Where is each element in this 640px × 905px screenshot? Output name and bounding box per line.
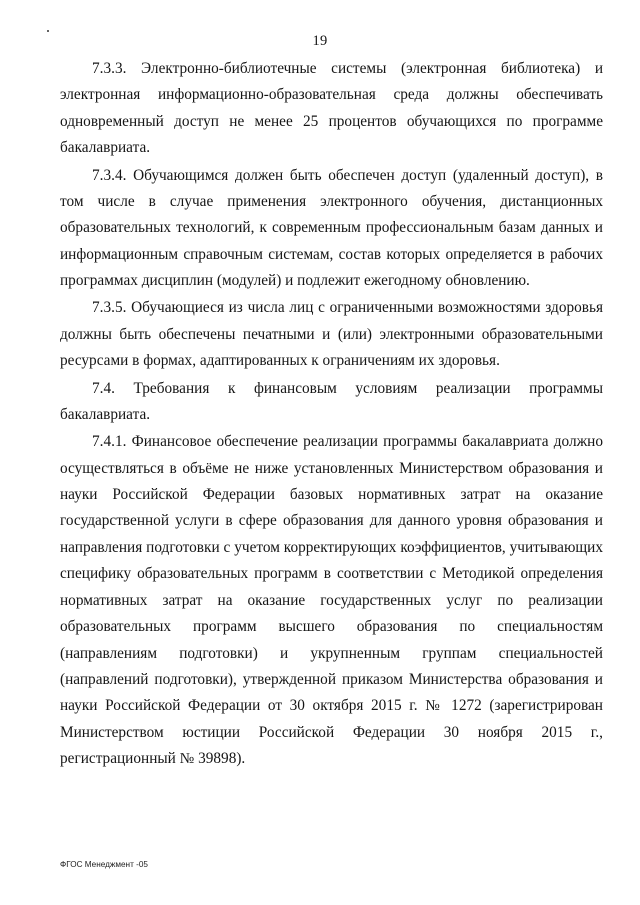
- scan-speck: [47, 30, 49, 32]
- paragraph-7-4: 7.4. Требования к финансовым условиям реализации программы бакалавриата.: [60, 379, 603, 423]
- paragraph-7-4-1: 7.4.1. Финансовое обеспечение реализации программы бакалавриата должно осуществляться в объёме не ниже установленных Министерством образования и науки Российской Федерации базовых нормативных затрат на оказание государственной услуги в сфере образования для данного уровня образования и направления подготовки с учетом корректирующих коэффициентов, учитывающих специфику образовательных программ в соответствии с Методикой определения нормативных затрат на оказание государственных услуг по реализации образовательных программ высшего образования по специальностям (направлениям подготовки) и укрупненным группам специальностей (направлений подготовки), утвержденной приказом Министерства образования и науки Российской Федерации от 30 октября 2015 г. № 1272 (зарегистрирован Министерством юстиции Российской Федерации 30 ноября 2015 г., регистрационный № 39898).: [60, 433, 603, 768]
- page-footer: ФГОС Менеджмент -05: [60, 860, 148, 869]
- document-body: [60, 56, 603, 773]
- paragraph-7-3-5: 7.3.5. Обучающиеся из числа лиц с ограниченными возможностями здоровья должны быть обеспечены печатными и (или) электронными образовательными ресурсами в формах, адаптированных к ограничениям их здоровья.: [60, 299, 603, 370]
- paragraph-7-3-4: 7.3.4. Обучающимся должен быть обеспечен доступ (удаленный доступ), в том числе в случае применения электронного обучения, дистанционных образовательных технологий, к современным профессиональным базам данных и информационным справочным системам, состав которых определяется в рабочих программах дисциплин (модулей) и подлежит ежегодному обновлению.: [60, 166, 603, 290]
- page-number: 19: [312, 33, 328, 49]
- paragraph-7-3-3: 7.3.3. Электронно-библиотечные системы (электронная библиотека) и электронная информационно-образовательная среда должны обеспечивать одновременный доступ не менее 25 процентов обучающихся по программе бакалавриата.: [60, 60, 603, 157]
